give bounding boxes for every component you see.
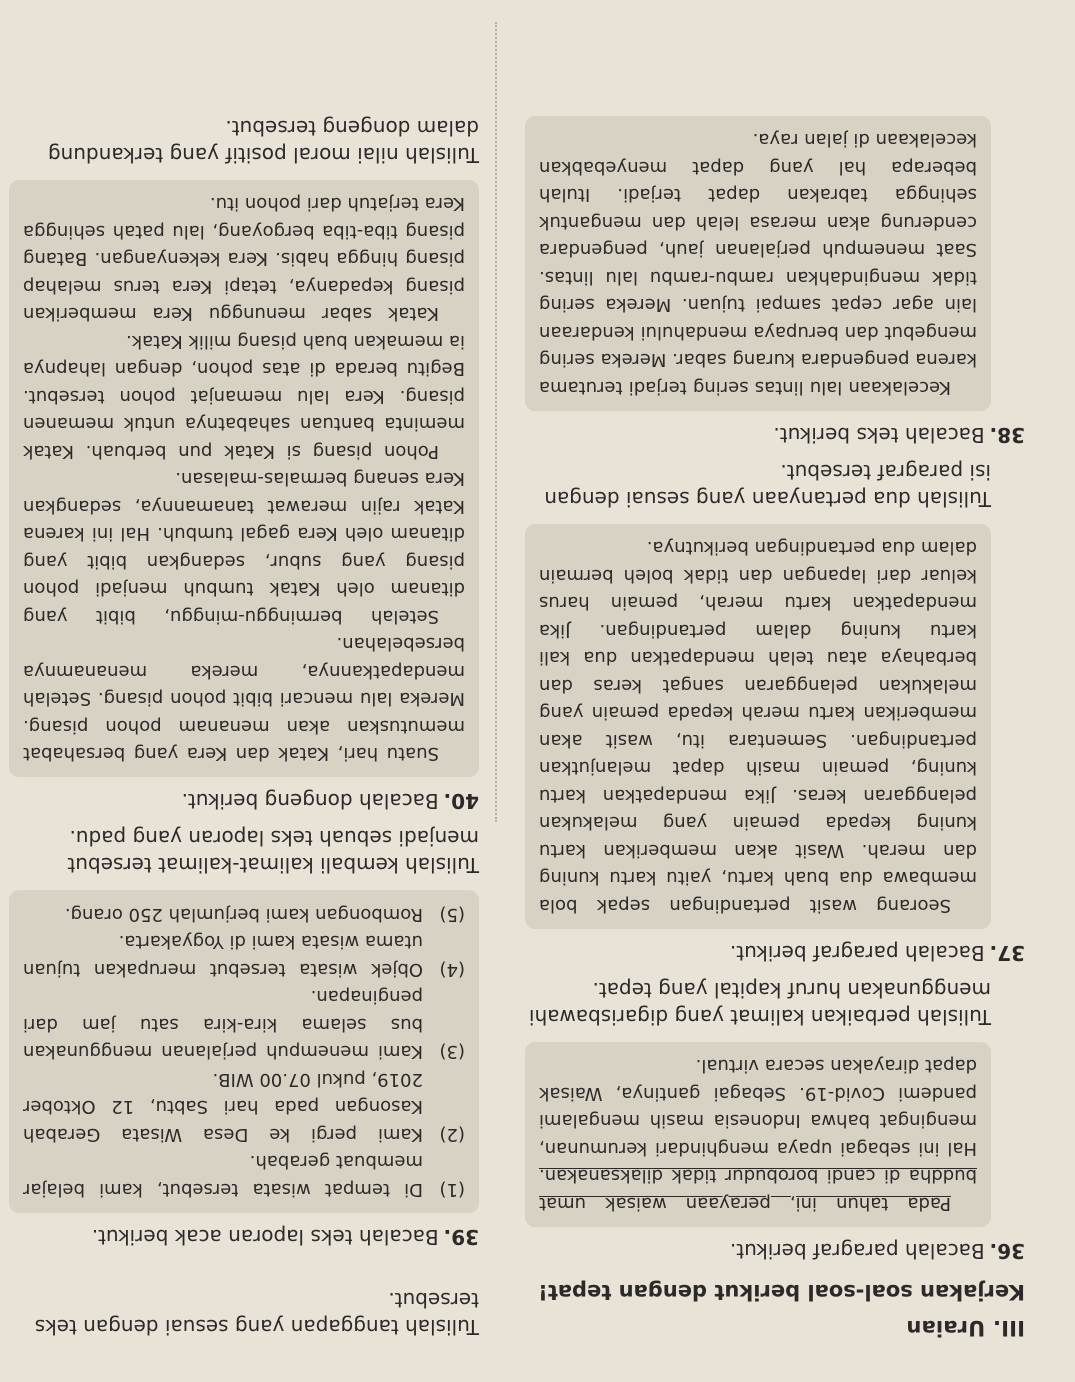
story-paragraph: Katak sabar menunggu Kera memberikan pisang kepadanya, tetapi Kera terus melahap pisang hingga habis. Kera kekenyangan. Batang pisang tiba-tiba bergoyang, lalu patah sehingga Kera terjatuh dari pohon itu. — [23, 193, 465, 325]
sentence-list — [23, 901, 465, 1204]
instruction: Kerjakan soal-soal berikut dengan tepat! — [538, 1280, 1025, 1304]
question-prompt: Bacalah teks berikut. — [773, 423, 985, 447]
item-text: Objek wisata tersebut merupakan tujuan utama wisata kami di Yogyakarta. — [23, 931, 423, 980]
question-40 — [9, 788, 479, 815]
passage-box-36 — [525, 1042, 991, 1227]
task-39: Tulislah kembali kalimat-kalimat tersebut menjadi sebuah teks laporan yang padu. — [67, 826, 479, 878]
list-item — [23, 928, 465, 983]
passage-text: Hal ini sebagai upaya menghindari kerumunan, mengingat bahwa Indonesia masih mengalami pandemi Covid-19. Sebagai gantinya, Waisak dapat dirayakan secara virtual. — [539, 1055, 977, 1159]
question-39 — [9, 1223, 479, 1250]
question-prompt: Bacalah paragraf berikut. — [729, 941, 985, 965]
item-text: Kami menempuh perjalanan menggunakan bus selama kira-kira satu jam dari penginapan. — [23, 986, 423, 1063]
item-number: (5) — [439, 904, 465, 925]
list-item — [23, 901, 465, 929]
passage-text: Seorang wasit pertandingan sepak bola membawa dua buah kartu, yaitu kartu kuning dan merah. Wasit akan memberikan kartu kuning kepada pemain yang melakukan pelanggaran keras. Jika mendapatkan kartu kuning, pemain masih dapat melanjutkan pertandingan. Sementara itu, wasit akan memberikan kartu merah kepada pemain yang melakukan pelanggaran sangat keras dan berbahaya atau telah mendapatkan dua kali kartu kuning dalam pertandingan. Jika mendapatkan kartu merah, pemain harus keluar dari lapangan dan tidak boleh bermain dalam dua pertandingan berikutnya. — [539, 537, 977, 916]
passage-box-37 — [525, 524, 991, 929]
story-paragraph: Setelah berminggu-minggu, bibit yang ditanam oleh Katak tumbuh menjadi pohon pisang yang subur, sedangkan bibit yang ditanam oleh Kera gagal tumbuh. Hal ini karena Katak rajin merawat tanamannya, sedangkan Kera senang bermalas-malasan. — [23, 468, 465, 627]
question-36 — [525, 1237, 1025, 1264]
question-prompt: Bacalah paragraf berikut. — [729, 1239, 985, 1263]
passage-box-39 — [9, 891, 479, 1214]
list-item — [23, 1148, 465, 1203]
passage-box-38 — [525, 116, 991, 411]
underlined-sentence: Pada tahun ini, perayaan waisak umat buddha di candi borobudur tidak dilaksanakan. — [539, 1165, 977, 1214]
passage-box-40 — [9, 180, 479, 778]
item-number: (3) — [439, 1041, 465, 1063]
task-40: Tulislah nilai moral positif yang terkandung dalam dongeng tersebut. — [47, 116, 479, 167]
question-37 — [525, 939, 1025, 966]
question-38 — [525, 421, 1025, 448]
question-number: 36. — [989, 1239, 1025, 1263]
left-column — [525, 104, 1025, 1340]
task-37: Tulislah dua pertanyaan yang sesuai dengan isi paragraf tersebut. — [544, 460, 991, 511]
question-number: 38. — [989, 423, 1025, 447]
item-number: (1) — [439, 1179, 465, 1200]
story-paragraph: Pohon pisang si Katak pun berbuah. Katak meminta bantuan sahabatnya untuk memanen pisang. Kera lalu memanjat pohon tersebut. Begitu berada di atas pohon, dengan lahapnya ia memakan buah pisang milik Katak. — [23, 331, 465, 462]
task-36: Tulislah perbaikan kalimat yang digarisbawahi menggunakan huruf kapital yang tepat. — [528, 978, 991, 1029]
item-text: Kami pergi ke Desa Wisata Gerabah Kasongan pada hari Sabtu, 12 Oktober 2019, pukul 07.00 WIB. — [23, 1069, 423, 1145]
passage-text: Kecelakaan lalu lintas sering terjadi terutama karena pengendara kurang sabar. Mereka sering mengebut dan berupaya mendahului kendaraan lain agar cepat sampai tujuan. Mereka sering tidak mengindahkan rambu-rambu lalu lintas. Saat menempuh perjalanan jauh, pengendara cenderung akan merasa lelah dan mengantuk sehingga tabrakan dapat terjadi. Itulah beberapa hal yang dapat menyebabkan kecelakaan di jalan raya. — [539, 129, 977, 398]
question-prompt: Bacalah teks laporan acak berikut. — [91, 1225, 439, 1249]
list-item — [23, 983, 465, 1066]
item-number: (2) — [439, 1124, 465, 1145]
answer-space — [9, 1250, 479, 1276]
question-prompt: Bacalah dongeng berikut. — [181, 789, 439, 814]
list-item — [23, 1066, 465, 1149]
item-text: Di tempat wisata tersebut, kami belajar membuat gerabah. — [23, 1151, 423, 1200]
item-number: (4) — [439, 959, 465, 980]
section-title: III. Uraian — [906, 1316, 1025, 1340]
task-38: Tulislah tanggapan yang sesuai dengan teks tersebut. — [34, 1288, 479, 1339]
story-paragraph: Suatu hari, Katak dan Kera yang bersahabat memutuskan akan menanam pohon pisang. Mereka lalu mencari bibit pohon pisang. Setelah mendapatkannya, mereka menanamnya bersebelahan. — [23, 633, 465, 765]
column-divider — [495, 22, 497, 822]
question-number: 37. — [989, 941, 1025, 965]
question-number: 39. — [443, 1225, 479, 1249]
question-number: 40. — [443, 789, 479, 814]
right-column — [9, 104, 479, 1340]
item-text: Rombongan kami berjumlah 250 orang. — [64, 904, 423, 925]
